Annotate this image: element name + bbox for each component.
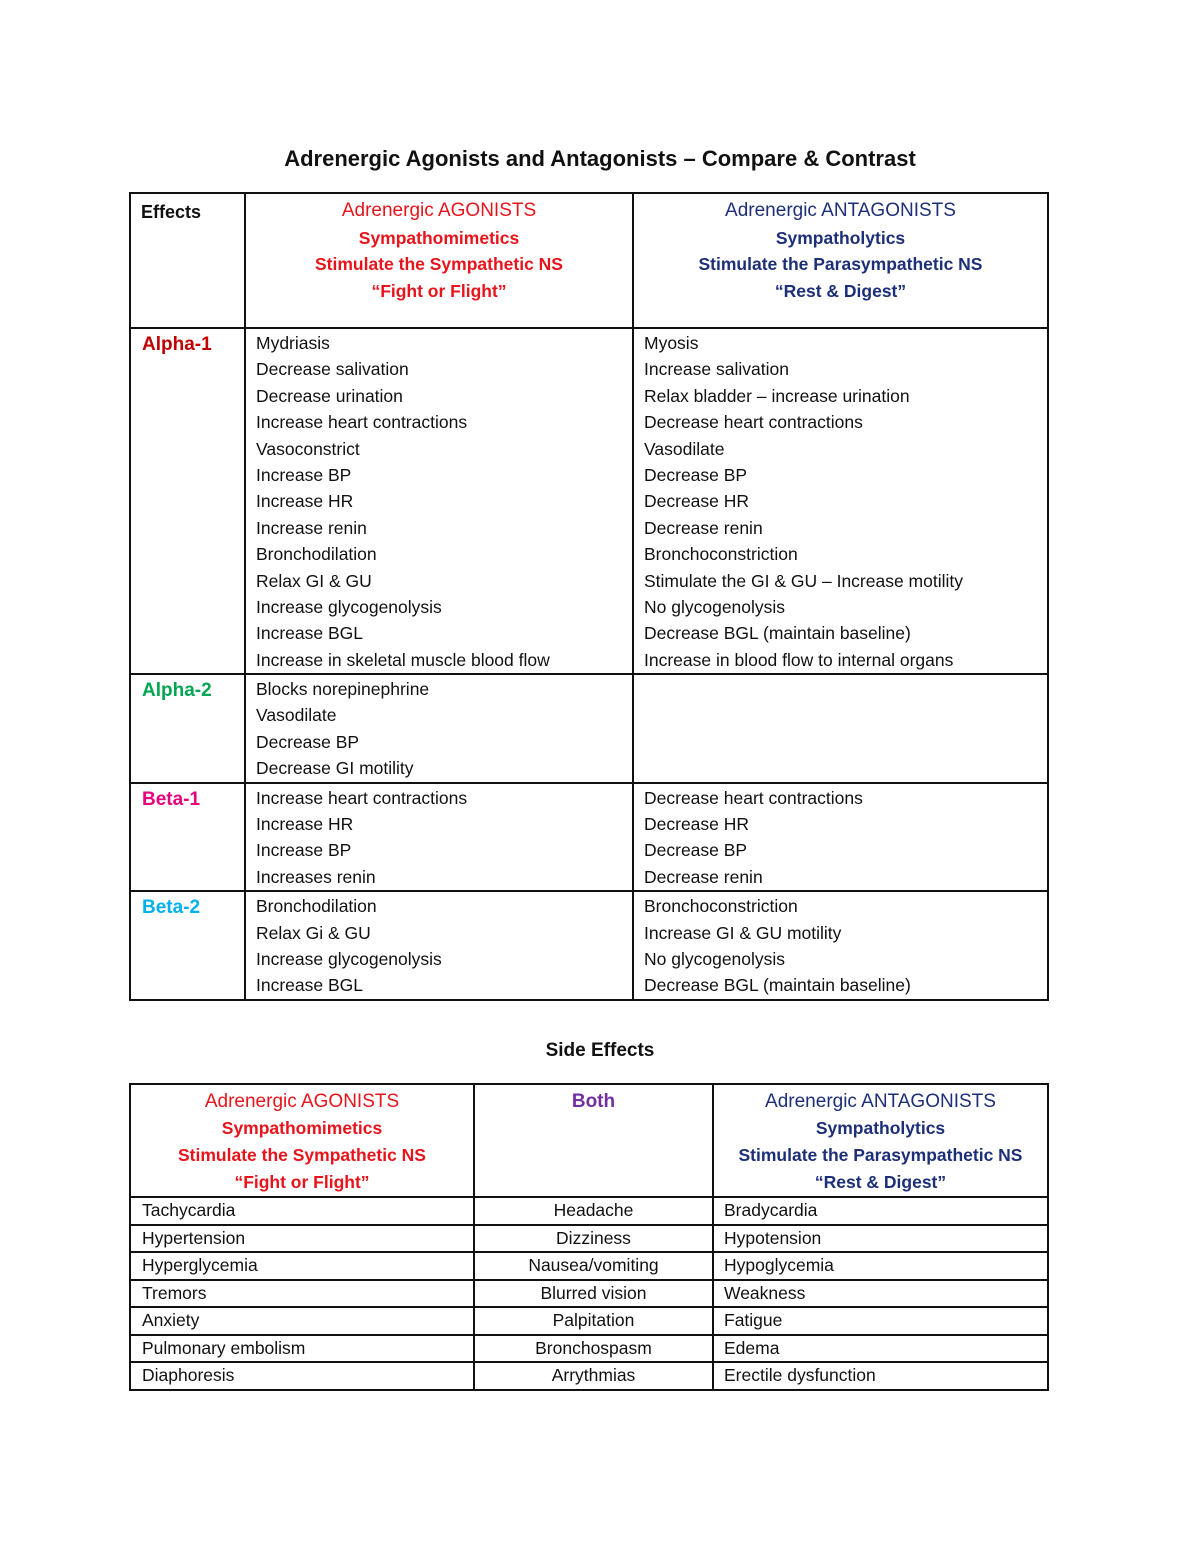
table-row xyxy=(130,1225,1048,1253)
se-both-cell: Palpitation xyxy=(474,1307,713,1335)
list-item: Increase HR xyxy=(256,491,354,512)
se-both-cell: Blurred vision xyxy=(474,1280,713,1308)
row-label-beta-1: Beta-1 xyxy=(142,788,201,810)
list-item: Blocks norepinephrine xyxy=(256,679,430,700)
agonists-header-line3: “Fight or Flight” xyxy=(371,280,507,301)
antagonist-effects-alpha-1 xyxy=(634,329,1047,673)
list-item: Increase BGL xyxy=(256,623,363,644)
se-agonist-cell: Hypertension xyxy=(130,1225,474,1253)
list-item: Decrease BGL (maintain baseline) xyxy=(644,975,911,996)
se-both-cell: Headache xyxy=(474,1197,713,1225)
list-item: Increase in blood flow to internal organs xyxy=(644,649,954,670)
row-beta-2 xyxy=(130,891,1048,1000)
antagonists-header-cell xyxy=(633,193,1048,328)
table-row xyxy=(130,1362,1048,1390)
list-item: Decrease heart contractions xyxy=(644,412,863,433)
row-label-beta-2: Beta-2 xyxy=(142,897,201,919)
list-item: Vasoconstrict xyxy=(256,438,360,459)
list-item: Increases renin xyxy=(256,866,376,887)
se-agonists-header-cell xyxy=(130,1084,474,1197)
agonists-header-line2: Stimulate the Sympathetic NS xyxy=(315,254,563,274)
list-item: Increase BP xyxy=(256,464,352,485)
side-effects-title: Side Effects xyxy=(545,1040,655,1061)
se-antagonist-cell: Fatigue xyxy=(713,1307,1048,1335)
table-row xyxy=(130,1280,1048,1308)
list-item: Decrease GI motility xyxy=(256,758,414,779)
list-item: Bronchodilation xyxy=(256,896,377,917)
list-item: Decrease BP xyxy=(644,464,748,485)
list-item: Vasodilate xyxy=(644,438,725,459)
se-antagonists-line3: “Rest & Digest” xyxy=(814,1172,947,1192)
list-item: Decrease salivation xyxy=(256,359,409,380)
list-item: Stimulate the GI & GU – Increase motility xyxy=(644,570,964,591)
se-agonists-line2: Stimulate the Sympathetic NS xyxy=(178,1145,426,1165)
row-label-alpha-1: Alpha-1 xyxy=(142,334,212,355)
row-alpha-1 xyxy=(130,328,1048,674)
agonist-effects-alpha-1 xyxy=(246,329,632,673)
agonist-effects-beta-1 xyxy=(246,784,632,891)
list-item: Increase renin xyxy=(256,517,367,538)
list-item: Relax GI & GU xyxy=(256,570,372,591)
side-effects-header xyxy=(130,1084,1048,1197)
se-both-cell: Nausea/vomiting xyxy=(474,1252,713,1280)
antagonists-header-line2: Stimulate the Parasympathetic NS xyxy=(698,254,983,274)
se-agonist-cell: Tremors xyxy=(130,1280,474,1308)
list-item: Relax bladder – increase urination xyxy=(644,385,910,406)
se-agonists-title: Adrenergic AGONISTS xyxy=(204,1091,400,1112)
list-item: Decrease BP xyxy=(644,840,748,861)
se-agonists-line1: Sympathomimetics xyxy=(221,1118,383,1138)
list-item: Decrease heart contractions xyxy=(644,787,863,808)
compare-table xyxy=(129,192,1049,1001)
effects-header: Effects xyxy=(141,202,202,222)
se-both-cell: Dizziness xyxy=(474,1225,713,1253)
list-item: Myosis xyxy=(644,333,699,353)
antagonists-header-title: Adrenergic ANTAGONISTS xyxy=(725,200,956,221)
list-item: Decrease renin xyxy=(644,517,763,538)
se-agonist-cell: Hyperglycemia xyxy=(130,1252,474,1280)
list-item: No glycogenolysis xyxy=(644,596,786,617)
agonists-header-line1: Sympathomimetics xyxy=(358,227,520,248)
agonists-header-cell xyxy=(245,193,633,328)
list-item: Decrease HR xyxy=(644,491,750,512)
se-antagonist-cell: Edema xyxy=(713,1335,1048,1363)
list-item: Increase heart contractions xyxy=(256,787,468,808)
list-item: Increase in skeletal muscle blood flow xyxy=(256,649,550,670)
se-agonists-line3: “Fight or Flight” xyxy=(234,1172,370,1192)
se-antagonist-cell: Bradycardia xyxy=(713,1197,1048,1225)
se-both-cell: Arrythmias xyxy=(474,1362,713,1390)
list-item: Increase salivation xyxy=(644,359,789,380)
list-item: Increase BGL xyxy=(256,975,363,996)
compare-table-header xyxy=(130,193,1048,328)
antagonist-effects-beta-1 xyxy=(634,784,1047,891)
antagonists-header-line3: “Rest & Digest” xyxy=(774,280,907,301)
se-antagonists-line1: Sympatholytics xyxy=(815,1118,946,1138)
se-antagonists-header-cell xyxy=(713,1084,1048,1197)
list-item: Decrease BGL (maintain baseline) xyxy=(644,623,911,644)
se-antagonist-cell: Hypotension xyxy=(713,1225,1048,1253)
se-agonist-cell: Pulmonary embolism xyxy=(130,1335,474,1363)
list-item: Mydriasis xyxy=(256,333,330,353)
antagonist-effects-alpha-2 xyxy=(634,675,1047,676)
list-item: Decrease BP xyxy=(256,731,360,752)
se-agonist-cell: Tachycardia xyxy=(130,1197,474,1225)
page-title: Adrenergic Agonists and Antagonists – Compare & Contrast xyxy=(284,146,916,171)
table-row xyxy=(130,1307,1048,1335)
se-antagonists-title: Adrenergic ANTAGONISTS xyxy=(765,1091,996,1112)
antagonist-effects-beta-2 xyxy=(634,892,1047,999)
row-alpha-2 xyxy=(130,674,1048,783)
list-item: Decrease renin xyxy=(644,866,763,887)
effects-header-cell xyxy=(130,193,245,328)
antagonists-header-line1: Sympatholytics xyxy=(775,227,906,248)
list-item: Decrease urination xyxy=(256,385,403,406)
se-antagonist-cell: Hypoglycemia xyxy=(713,1252,1048,1280)
list-item: Relax Gi & GU xyxy=(256,922,371,943)
side-effects-body xyxy=(130,1197,1048,1390)
se-antagonists-line2: Stimulate the Parasympathetic NS xyxy=(738,1145,1023,1165)
list-item: Increase GI & GU motility xyxy=(644,922,842,943)
se-both-title: Both xyxy=(571,1091,616,1112)
agonists-header-title: Adrenergic AGONISTS xyxy=(341,200,537,221)
list-item: Increase heart contractions xyxy=(256,412,468,433)
table-row xyxy=(130,1335,1048,1363)
row-beta-1 xyxy=(130,783,1048,892)
list-item: Increase HR xyxy=(256,814,354,835)
list-item: No glycogenolysis xyxy=(644,948,786,969)
list-item: Bronchodilation xyxy=(256,544,377,565)
row-label-alpha-2: Alpha-2 xyxy=(142,680,212,702)
list-item: Bronchoconstriction xyxy=(644,544,798,565)
list-item: Increase glycogenolysis xyxy=(256,596,442,617)
se-antagonist-cell: Weakness xyxy=(713,1280,1048,1308)
agonist-effects-beta-2 xyxy=(246,892,632,999)
se-agonist-cell: Anxiety xyxy=(130,1307,474,1335)
side-effects-table xyxy=(129,1083,1049,1391)
se-antagonist-cell: Erectile dysfunction xyxy=(713,1362,1048,1390)
list-item: Vasodilate xyxy=(256,705,337,726)
list-item: Bronchoconstriction xyxy=(644,896,798,917)
se-both-header-cell xyxy=(474,1084,713,1197)
se-both-cell: Bronchospasm xyxy=(474,1335,713,1363)
list-item: Decrease HR xyxy=(644,814,750,835)
agonist-effects-alpha-2 xyxy=(246,675,632,782)
list-item: Increase BP xyxy=(256,840,352,861)
table-row xyxy=(130,1252,1048,1280)
table-row xyxy=(130,1197,1048,1225)
list-item: Increase glycogenolysis xyxy=(256,948,442,969)
se-agonist-cell: Diaphoresis xyxy=(130,1362,474,1390)
